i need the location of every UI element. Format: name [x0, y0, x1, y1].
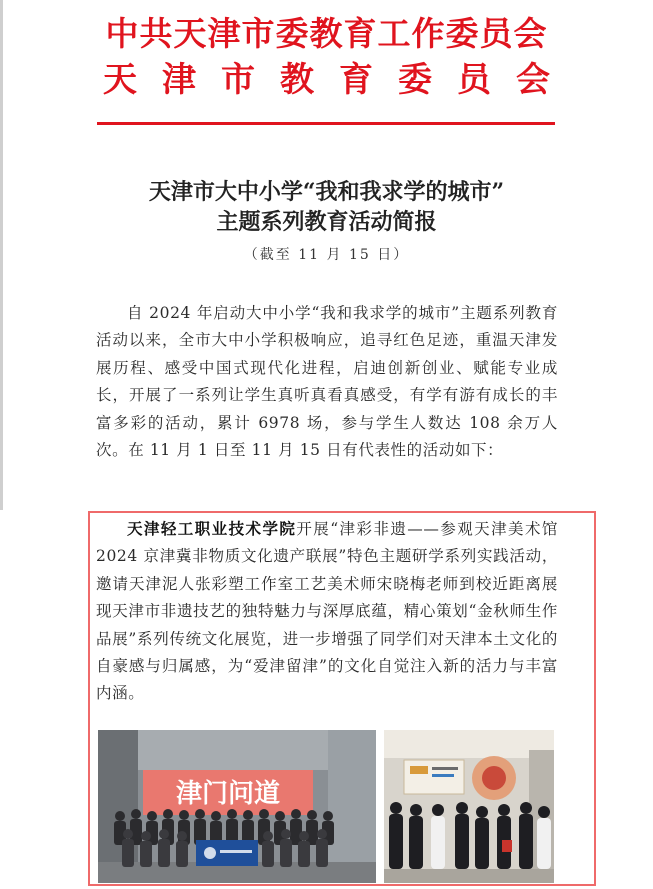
- school-name: 天津轻工职业技术学院: [127, 519, 297, 538]
- header-org-line-2: 天津市教育委员会: [103, 60, 575, 100]
- header-org-line-1: 中共天津市委教育工作委员会: [105, 14, 548, 53]
- document-subtitle: （截至 11 月 15 日）: [243, 247, 410, 263]
- highlight-body: 开展“津彩非遗——参观天津美术馆 2024 京津冀非物质文化遗产联展”特色主题研学系列实践活动，邀请天津泥人张彩塑工作室工艺美术师宋晓梅老师到校近距离展现天津市非遗技艺的独特魅力与深厚底蕴，精心策划“金秋师生作品展”系列传统文化展览，进一步增强了同学们对天津本土文化的自豪感与归属感，为“爱津留津”的文化自觉注入新的活力与丰富内涵。: [96, 520, 558, 703]
- header-divider: [97, 122, 555, 125]
- group-photo-museum: [98, 730, 376, 883]
- document-title-line-1: 天津市大中小学“我和我求学的城市”: [148, 179, 505, 205]
- museum-sign-text: 津门问道: [175, 779, 281, 809]
- intro-paragraph: 自 2024 年启动大中小学“我和我求学的城市”主题系列教育活动以来，全市大中小学积极响应，追寻红色足迹，重温天津发展历程、感受中国式现代化进程，启迪创新创业、赋能专业成长，开展了一系列让学生真听真看真感受，有学有游有成长的丰富多彩的活动，累计 6978 场，参与学生人数达 108 余万人次。在 11 月 1 日至 11 月 15 日有代表性的活动如下：: [96, 304, 558, 460]
- exhibition-photo: [384, 730, 554, 883]
- document-title-line-2: 主题系列教育活动简报: [216, 209, 437, 235]
- highlight-paragraph: [96, 515, 558, 708]
